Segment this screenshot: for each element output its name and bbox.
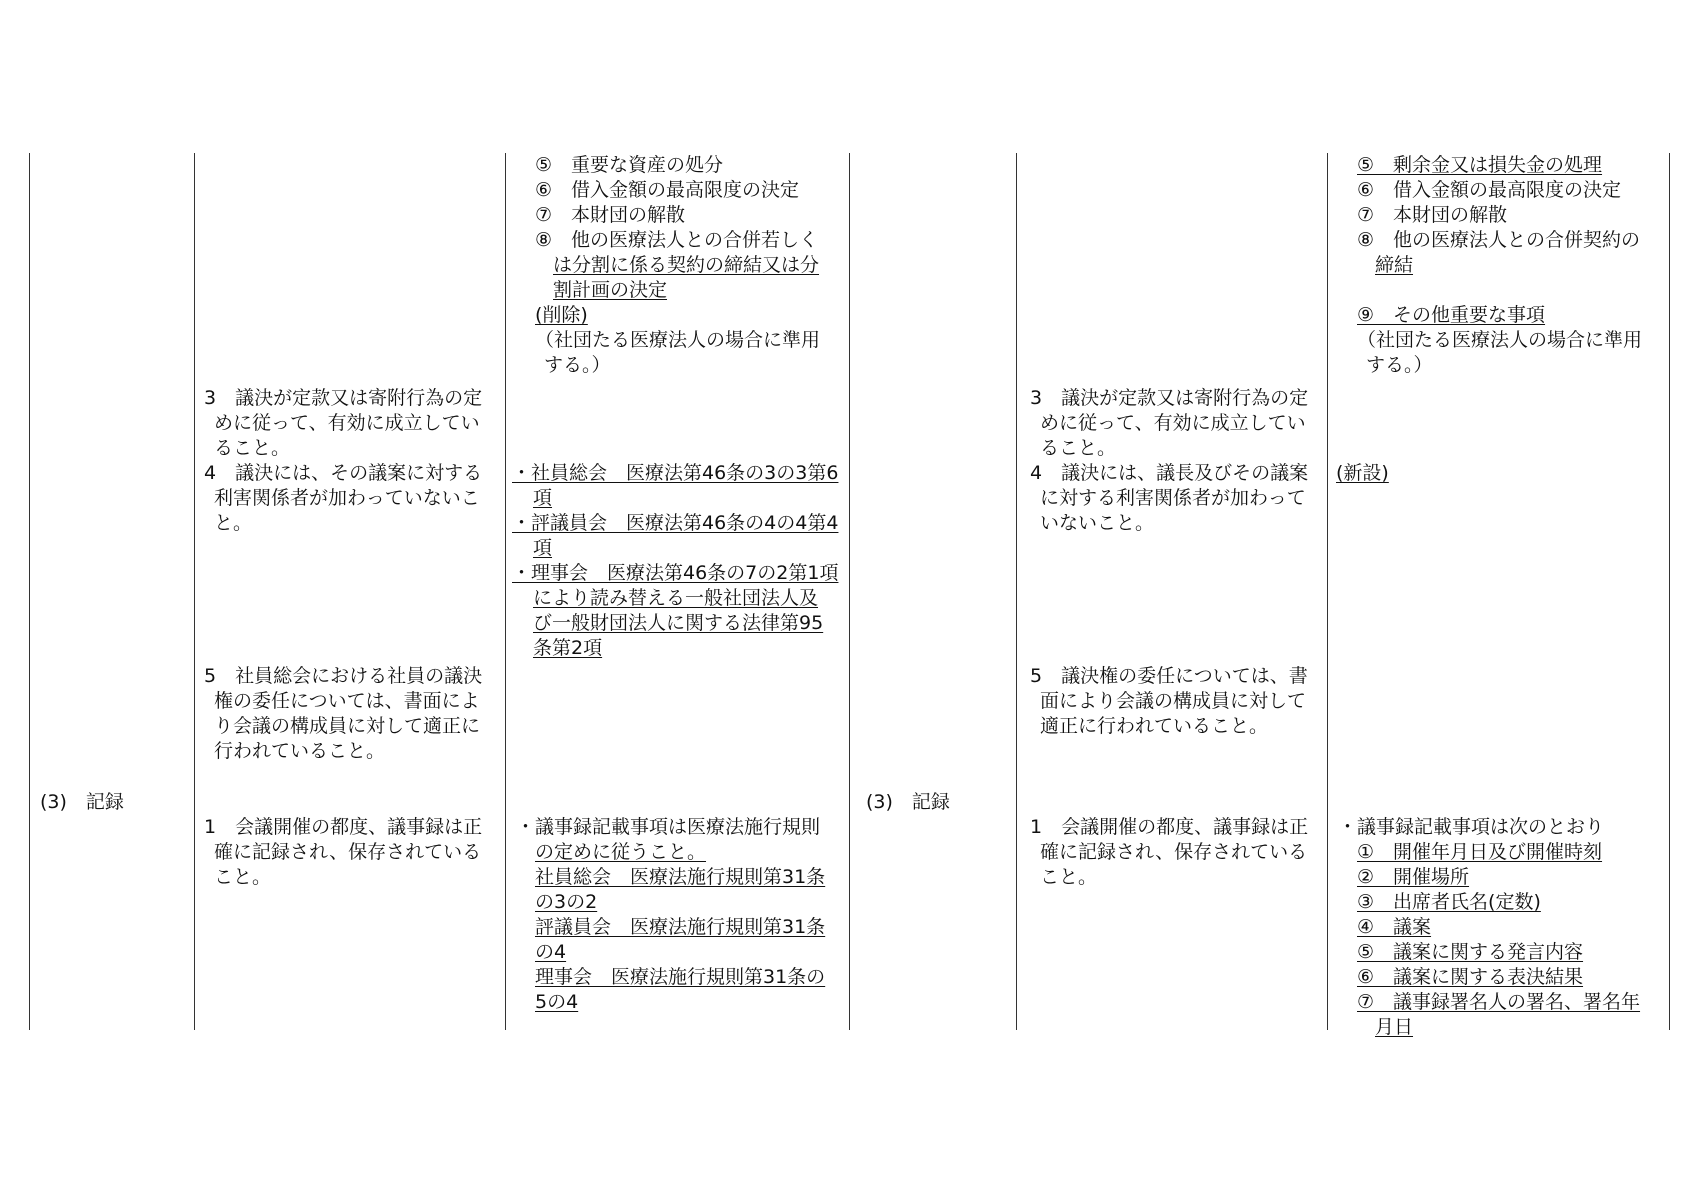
right-new-marker: (新設): [1336, 462, 1389, 484]
column-divider: [1669, 153, 1670, 1030]
left-record-details: ・議事録記載事項は医療法施行規則 の定めに従うこと。 社員総会 医療法施行規則第31条 の3の2 評議員会 医療法施行規則第31条 の4 理事会 医療法施行規則第31条の 5の4: [516, 816, 826, 1013]
right-item-3: 3 議決が定款又は寄附行為の定 めに従って、有効に成立してい ること。: [1030, 387, 1309, 459]
column-divider: [505, 153, 506, 1030]
right-record-item-1: 1 会議開催の都度、議事録は正 確に記録され、保存されている こと。: [1030, 816, 1309, 888]
right-record-details: ・議事録記載事項は次のとおり ① 開催年月日及び開催時刻 ② 開催場所 ③ 出席者氏名(定数) ④ 議案 ⑤ 議案に関する発言内容 ⑥ 議案に関する表決結果 ⑦ 議事録署名人の署名、署名年 月日: [1338, 816, 1641, 1038]
record-heading-right: (3) 記録: [866, 791, 950, 813]
left-item-3: 3 議決が定款又は寄附行為の定 めに従って、有効に成立してい ること。: [204, 387, 483, 459]
column-divider: [194, 153, 195, 1030]
column-divider: [1327, 153, 1328, 1030]
left-item-5: 5 社員総会における社員の議決 権の委任については、書面によ り会議の構成員に対して適正に 行われていること。: [204, 665, 483, 762]
right-resolution-items: ⑤ 剰余金又は損失金の処理 ⑥ 借入金額の最高限度の決定 ⑦ 本財団の解散 ⑧ 他の医療法人との合併契約の 締結 ⑨ その他重要な事項 （社団たる医療法人の場合に準用 する。）: [1357, 154, 1643, 376]
left-resolution-items: ⑤ 重要な資産の処分 ⑥ 借入金額の最高限度の決定 ⑦ 本財団の解散 ⑧ 他の医療法人との合併若しく は分割に係る契約の締結又は分 割計画の決定 (削除) （社団たる医療法人の場合に準用 する。）: [535, 154, 821, 376]
right-item-5: 5 議決権の委任については、書 面により会議の構成員に対して 適正に行われていること。: [1030, 665, 1308, 737]
record-heading-left: (3) 記録: [40, 791, 124, 813]
left-record-item-1: 1 会議開催の都度、議事録は正 確に記録され、保存されている こと。: [204, 816, 483, 888]
left-item-4: 4 議決には、その議案に対する 利害関係者が加わっていないこ と。: [204, 462, 483, 534]
column-divider: [29, 153, 30, 1030]
column-divider: [1016, 153, 1017, 1030]
left-law-references: ・社員総会 医療法第46条の3の3第6 項 ・評議員会 医療法第46条の4の4第4 項 ・理事会 医療法第46条の7の2第1項 により読み替える一般社団法人及 び一般財団法人に関する法律第95 条第2項: [512, 462, 839, 659]
right-item-4: 4 議決には、議長及びその議案 に対する利害関係者が加わって いないこと。: [1030, 462, 1309, 534]
column-divider: [849, 153, 850, 1030]
